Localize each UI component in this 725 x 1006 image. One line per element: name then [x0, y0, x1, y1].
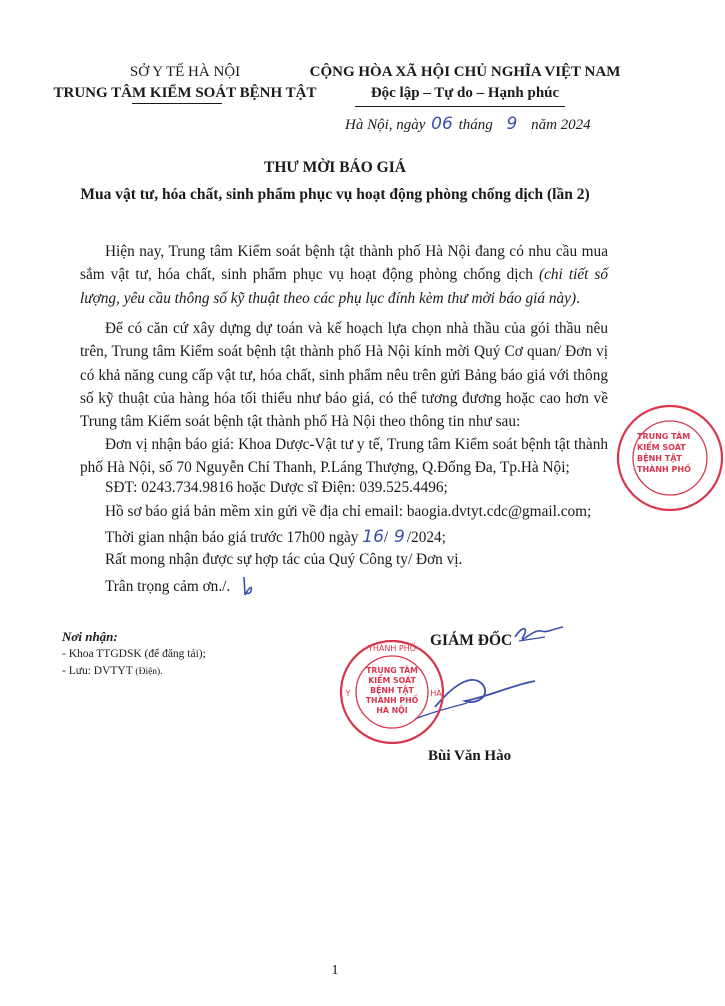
- document-subtitle: Mua vật tư, hóa chất, sinh phẩm phục vụ hoạt động phòng chống dịch (lần 2): [80, 186, 590, 203]
- contact-email: Hồ sơ báo giá bản mềm xin gửi về địa chỉ email: baogia.dvtyt.cdc@gmail.com;: [105, 503, 592, 520]
- signer-name: Bùi Văn Hào: [428, 748, 512, 764]
- stamp-line: KIỂM SOÁT: [368, 676, 416, 685]
- paragraph-need: [80, 240, 608, 310]
- header-org-underline: [132, 103, 222, 104]
- header-organization: TRUNG TÂM KIỂM SOÁT BỆNH TẬT: [53, 85, 317, 101]
- cooperation-line: Rất mong nhận được sự hợp tác của Quý Công ty/ Đơn vị.: [105, 551, 463, 568]
- header-motto: Độc lập – Tự do – Hạnh phúc: [370, 85, 560, 101]
- paragraph-need-text: Hiện nay, Trung tâm Kiểm soát bệnh tật thành phố Hà Nội đang có nhu cầu mua sắm vật tư, hóa chất, sinh phẩm phục vụ hoạt động phòng chống dịch: [80, 243, 608, 284]
- paragraph-need-end: .: [576, 289, 580, 307]
- stamp-line: THÀNH PHỐ: [365, 696, 419, 705]
- header-nation: CỘNG HÒA XÃ HỘI CHỦ NGHĨA VIỆT NAM: [309, 64, 621, 80]
- stamp-line: TRUNG TÂM: [637, 432, 691, 441]
- date-day-handwritten: 06: [431, 114, 453, 134]
- stamp-line: BỆNH TẬT: [637, 454, 682, 463]
- thanks-line: [105, 575, 254, 597]
- recipient-item-note: (Điện).: [135, 667, 163, 677]
- stamp-line: KIỂM SOÁT: [637, 443, 686, 452]
- signature-position: GIÁM ĐỐC: [430, 632, 513, 649]
- header-motto-underline: [355, 106, 565, 107]
- stamp-line: BỆNH TẬT: [370, 686, 414, 695]
- recipients-label: Nơi nhận:: [62, 629, 118, 644]
- svg-text:THÀNH PHỐ: THÀNH PHỐ: [367, 644, 417, 653]
- recipient-item-text: - Lưu: DVTYT: [62, 665, 133, 677]
- date-prefix: Hà Nội, ngày: [345, 117, 426, 133]
- deadline-prefix: Thời gian nhận báo giá trước 17h00 ngày: [105, 529, 359, 546]
- stamp-line: TRUNG TÂM: [366, 666, 418, 675]
- initial-mark-icon: [240, 575, 254, 597]
- official-stamp: [338, 638, 446, 746]
- date-year: năm 2024: [531, 117, 591, 133]
- document-date: [345, 114, 591, 134]
- paragraph-need-italic: (chi tiết số lượng, yêu cầu thông số kỹ thuật theo các phụ lục đính kèm thư mời báo giá này): [80, 266, 608, 307]
- date-month-handwritten: 9: [506, 114, 518, 134]
- svg-text:Y: Y: [345, 689, 351, 698]
- page-number: 1: [331, 963, 339, 978]
- stamp-line: HÀ NỘI: [376, 706, 408, 715]
- recipient-item: [62, 665, 163, 677]
- contact-phone: SĐT: 0243.734.9816 hoặc Dược sĩ Điện: 039.525.4496;: [105, 479, 448, 496]
- svg-text:HÀ: HÀ: [430, 689, 442, 698]
- paragraph-receiver: Đơn vị nhận báo giá: Khoa Dược-Vật tư y tế, Trung tâm Kiểm soát bệnh tật thành phố Hà Nội, số 70 Nguyễn Chí Thanh, P.Láng Thượng, Q.Đống Đa, Tp.Hà Nội;: [80, 436, 608, 477]
- header-department: SỞ Y TẾ HÀ NỘI: [129, 64, 241, 80]
- document-title: THƯ MỜI BÁO GIÁ: [264, 159, 406, 176]
- edge-stamp: [615, 403, 691, 513]
- deadline-suffix: /2024;: [406, 529, 446, 546]
- date-month-label: tháng: [458, 117, 493, 133]
- deadline-day-handwritten: 16: [362, 527, 384, 547]
- deadline-sep: /: [383, 529, 389, 546]
- deadline-line: [105, 527, 446, 547]
- stamp-line: THÀNH PHỐ: [637, 465, 691, 474]
- paragraph-invitation: Để có căn cứ xây dựng dự toán và kế hoạch lựa chọn nhà thầu của gói thầu nêu trên, Trung tâm Kiểm soát bệnh tật thành phố Hà Nội kính mời Quý Cơ quan/ Đơn vị có khả năng cung cấp vật tư, hóa chất, sinh phẩm nêu trên gửi Bảng báo giá với thông số kỹ thuật của hàng hóa tối thiểu như báo giá, có thể tương đương hoặc cao hơn về Trung tâm Kiểm soát bệnh tật thành phố Hà Nội theo thông tin như sau:: [80, 320, 608, 431]
- edge-stamp-text: [637, 431, 691, 475]
- recipient-item: - Khoa TTGDSK (để đăng tải);: [62, 648, 206, 660]
- deadline-month-handwritten: 9: [393, 527, 405, 547]
- official-stamp-text: [358, 666, 426, 716]
- thanks-text: Trân trọng cảm ơn./.: [105, 578, 231, 595]
